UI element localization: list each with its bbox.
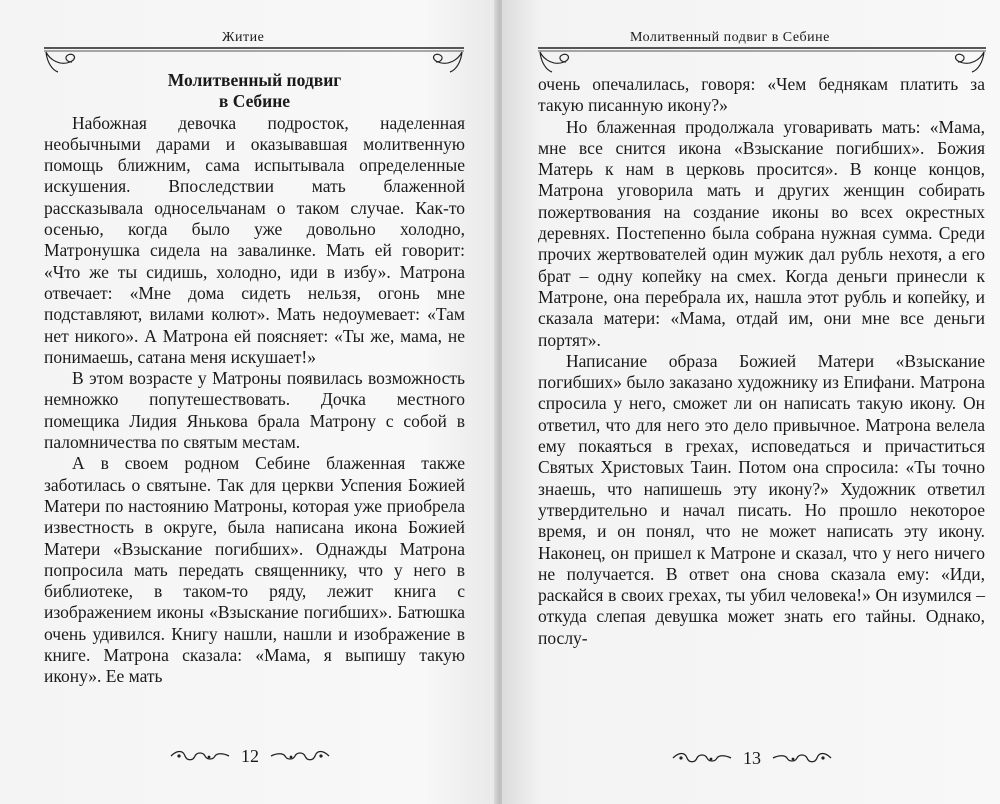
folio-ornament-right-icon <box>269 748 331 764</box>
paragraph: В этом возрасте у Матроны появилась возможность немножко попутешествовать. Дочка местного помещика Лидия Янькова брала Матрону с собой в паломничества по святым местам. <box>44 368 465 453</box>
left-page <box>0 0 498 804</box>
running-head: Молитвенный подвиг в Себине <box>630 30 830 45</box>
chapter-title-line2: в Себине <box>218 91 291 112</box>
page-number: 12 <box>241 745 259 766</box>
page-number-block <box>150 744 350 768</box>
chapter-title <box>44 70 465 113</box>
running-head: Житие <box>222 30 265 45</box>
page-number-block <box>652 746 852 770</box>
page-number: 13 <box>743 747 761 768</box>
header-ornament <box>538 46 986 74</box>
folio-ornament-right-icon <box>771 750 833 766</box>
folio-ornament-left-icon <box>671 750 733 766</box>
folio-ornament-left-icon <box>169 748 231 764</box>
paragraph: Написание образа Божией Матери «Взыскание погибших» было заказано художнику из Епифани. Матрона спросила у него, сможет ли он написать такую икону. Он ответил, что для него это дело привычное. Матрона велела ему покаяться в грехах, исповедаться и причаститься Святых Христовых Таин. Потом она спросила: «Ты точно знаешь, что напишешь эту икону?» Художник ответил утвердительно и начал писать. Но прошло некоторое время, и он понял, что не может написать эту икону. Наконец, он пришел к Матроне и сказал, что у него ничего не получается. В ответ она снова сказала ему: «Иди, раскайся в своих грехах, ты убил человека!» Он изумился – откуда слепая девушка может знать его тайны. Однако, послу- <box>538 350 985 648</box>
paragraph: Но блаженная продолжала уговаривать мать: «Мама, мне все снится икона «Взыскание погибших». Божия Матерь к нам в церковь просится». В конце концов, Матрона уговорила мать и других женщин собирать пожертвования на создание иконы во всех окрестных деревнях. Постепенно была собрана нужная сумма. Среди прочих жертвователей один мужик дал рубль нехотя, а его брат – одну копейку на смех. Когда деньги принесли к Матроне, она перебрала их, нашла этот рубль и копейку, и сказала матери: «Мама, отдай им, они мне все деньги портят». <box>538 116 985 350</box>
paragraph: А в своем родном Себине блаженная также заботилась о святыне. Так для церкви Успения Божией Матери по настоянию Матроны, которая уже приобрела известность в округе, была написана икона Божией Матери «Взыскание погибших». Однажды Матрона попросила мать передать священнику, что у него в библиотеке, в таком-то ряду, лежит книга с изображением иконы «Взыскание погибших». Батюшка очень удивился. Книгу нашли, нашли и изображение в книге. Матрона сказала: «Мама, я выпишу такую икону». Ее мать <box>44 453 465 687</box>
chapter-title-line1: Молитвенный подвиг <box>167 70 342 90</box>
paragraph: Набожная девочка подросток, наделенная необычными дарами и оказывавшая молитвенную помощь ближним, сама испытывала определенные искушения. Впоследствии мать блаженной рассказывала односельчанам о таком случае. Как-то осенью, когда было уже довольно холодно, Матронушка сидела на завалинке. Мать ей говорит: «Что же ты сидишь, холодно, иди в избу». Матрона отвечает: «Мне дома сидеть нельзя, огонь мне подставляют, вилами колют». Мать недоумевает: «Там нет никого». А Матрона ей поясняет: «Ты же, мама, не понимаешь, сатана меня искушает!» <box>44 112 465 367</box>
right-page-text <box>538 74 985 649</box>
right-page <box>502 0 1000 804</box>
paragraph: очень опечалилась, говоря: «Чем беднякам платить за такую писанную икону?» <box>538 74 985 116</box>
left-page-text <box>44 70 465 688</box>
